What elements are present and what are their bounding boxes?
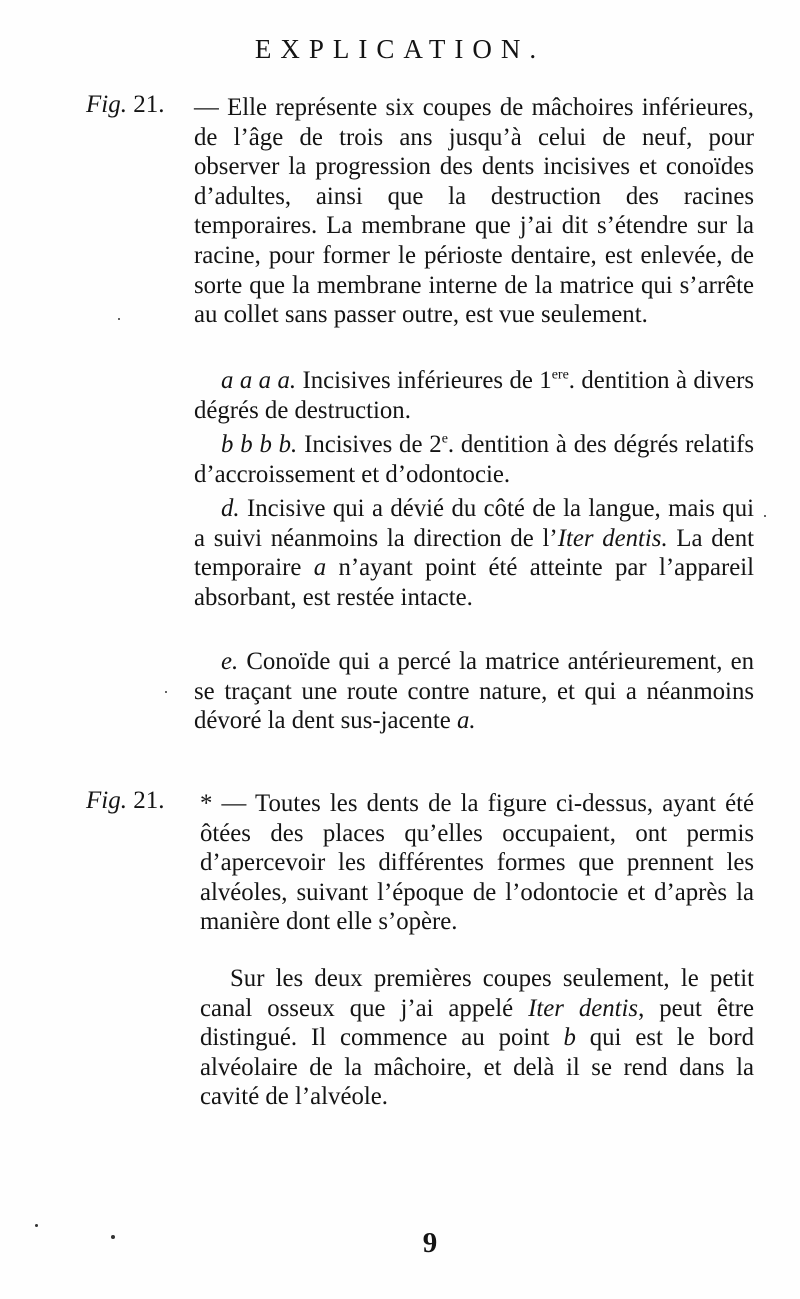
legend-text: Incisive qui a dévié du côté de la langue, mais qui a suivi néanmoins la direction de l’ <box>194 495 754 552</box>
page-number: 9 <box>422 1227 438 1259</box>
figure-label <box>86 787 164 815</box>
legend-item-e <box>194 647 754 736</box>
legend-text: La dent temporaire <box>194 524 754 582</box>
legend-item-b <box>194 430 754 489</box>
paragraph-text: qui est le bord alvéolaire de la mâchoire, et delà il se rend dans la cavité de l’alvéole. <box>200 1024 754 1111</box>
legend-italic: a. <box>457 707 476 735</box>
paragraph-italic: Iter dentis <box>528 994 639 1022</box>
legend-text: Conoïde qui a percé la matrice antérieurement, en se traçant une route contre nature, et qui a néanmoins dévoré la dent sus-jacente <box>194 648 754 735</box>
paragraph-text: , peut être distingué. Il commence au point <box>200 994 754 1052</box>
figure-number: 21. <box>133 91 165 118</box>
figure-word: Fig. <box>86 91 127 118</box>
body-paragraph <box>200 964 754 1112</box>
legend-label: a a a a. <box>221 367 297 394</box>
paragraph-italic: b <box>563 1024 576 1052</box>
figure-description <box>194 93 754 330</box>
paragraph-text: Sur les deux premières coupes seulement, le petit canal osseux que j’ai appelé <box>200 965 754 1022</box>
legend-text: . dentition à divers dégrés de destruction. <box>194 367 754 424</box>
page-header: EXPLICATION. <box>254 34 546 64</box>
description-text: — Elle représente six coupes de mâchoires inférieures, de l’âge de trois ans jusqu’à celui de neuf, pour observer la progression des dents incisives et conoïdes d’adultes, ainsi que la destruction des racines temporaires. La membrane que j’ai dit s’étendre sur la racine, pour former le périoste dentaire, est enlevée, de sorte que la membrane interne de la matrice qui s’arrête au collet sans passer outre, est vue seulement. <box>194 94 754 329</box>
legend-item-a <box>194 366 754 425</box>
figure-label <box>86 91 164 119</box>
legend-text: n’ayant point été atteinte par l’appareil absorbant, est restée intacte. <box>194 554 754 611</box>
figure-word: Fig. <box>86 787 127 814</box>
legend-text: Incisives inférieures de 1 <box>296 367 552 394</box>
legend-label: e. <box>221 648 239 675</box>
legend-label: b b b b. <box>221 431 298 458</box>
legend-italic: a <box>313 554 327 582</box>
figure-description <box>200 789 754 937</box>
description-text: * — Toutes les dents de la figure ci-dessus, ayant été ôtées des places qu’elles occupaient, ont permis d’apercevoir les différentes formes que prennent les alvéoles, suivant l’époque de l’odontocie et d’après la manière dont elle s’opère. <box>200 790 754 936</box>
legend-italic: Iter dentis. <box>557 524 668 552</box>
legend-superscript: ere <box>551 367 569 383</box>
legend-text: . dentition à des dégrés relatifs d’accroissement et d’odontocie. <box>194 431 754 488</box>
legend-label: d. <box>221 495 240 522</box>
figure-number: 21. <box>133 787 165 814</box>
legend-item-d <box>194 494 754 612</box>
legend-superscript: e <box>441 431 448 447</box>
legend-text: Incisives de 2 <box>297 431 442 458</box>
